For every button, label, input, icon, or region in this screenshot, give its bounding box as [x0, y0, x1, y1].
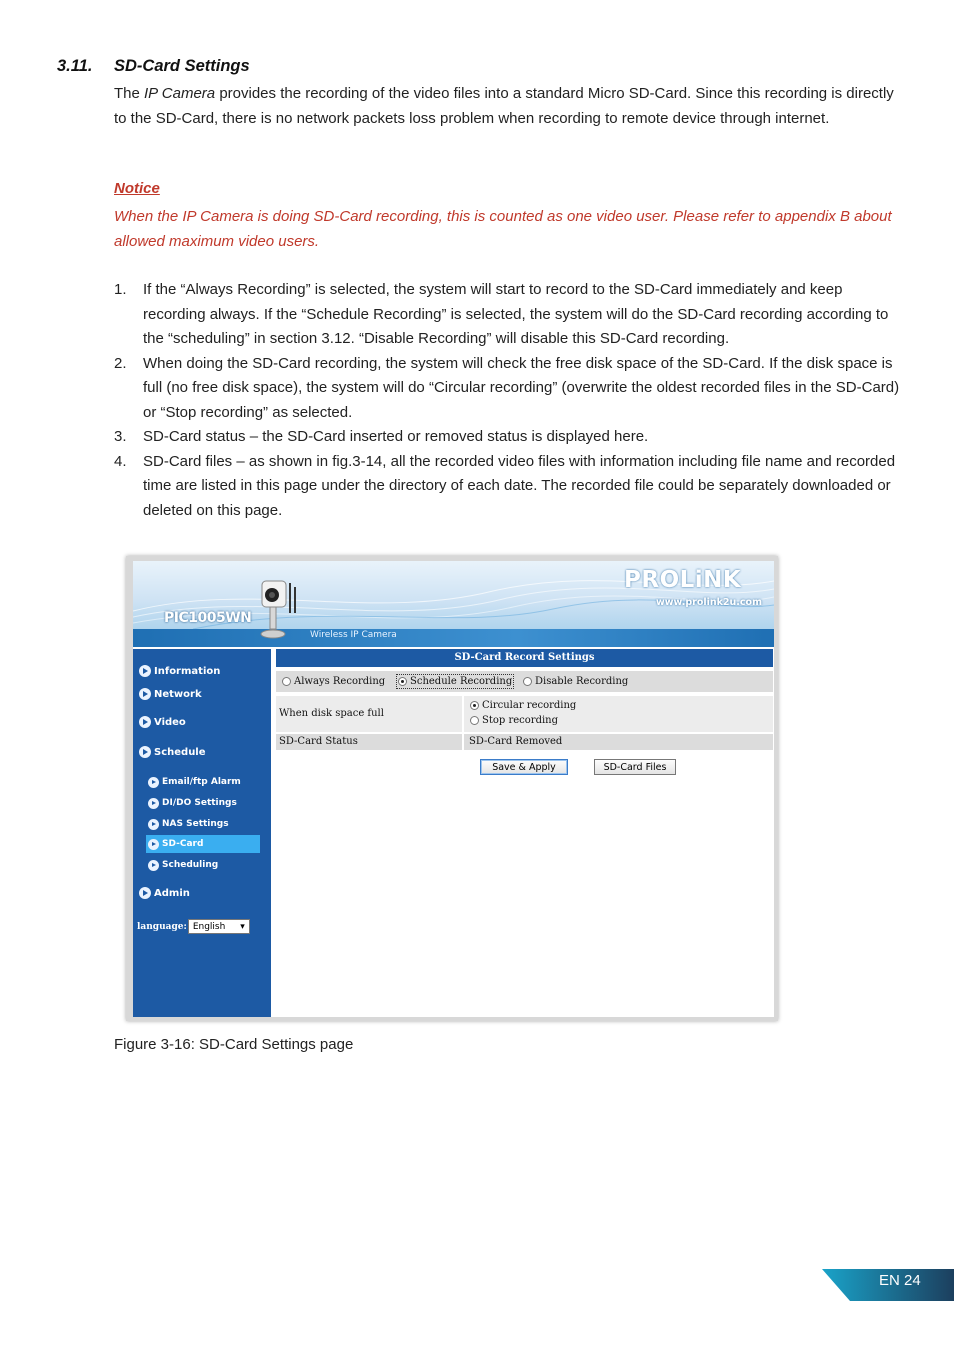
banner-tagline: Wireless IP Camera [310, 630, 397, 640]
sidebar-item-scheduling[interactable] [148, 856, 258, 874]
sidebar-item-label: Email/ftp Alarm [162, 777, 241, 787]
camera-banner [133, 561, 774, 647]
sidebar-item-label: Schedule [154, 746, 206, 758]
arrow-icon [148, 860, 159, 871]
language-label: language: [137, 921, 187, 932]
intro-prefix: The [114, 85, 145, 102]
radio-stop-recording[interactable] [470, 715, 558, 726]
arrow-icon [139, 665, 151, 677]
brand-url: www.prolink2u.com [656, 597, 762, 608]
page-number: EN 24 [879, 1272, 921, 1289]
sd-status-value: SD-Card Removed [469, 736, 563, 747]
arrow-icon [148, 777, 159, 788]
radio-icon [470, 716, 479, 725]
sidebar-item-video[interactable] [139, 716, 186, 728]
disk-full-label-cell [276, 696, 462, 732]
arrow-icon [139, 688, 151, 700]
arrow-icon [148, 798, 159, 809]
list-item-number: 4. [114, 452, 127, 470]
radio-label: Always Recording [294, 676, 386, 687]
sidebar-item-label: NAS Settings [162, 819, 229, 829]
disk-full-row [276, 696, 773, 732]
sd-card-files-button[interactable]: SD-Card Files [594, 759, 676, 775]
list-item-text: SD-Card status – the SD-Card inserted or removed status is displayed here. [143, 428, 649, 445]
sidebar-item-network[interactable] [139, 688, 202, 700]
radio-icon [523, 677, 532, 686]
arrow-icon [139, 716, 151, 728]
banner-bottom-bar [133, 629, 774, 647]
list-item [114, 352, 904, 426]
intro-italic: IP Camera [144, 85, 216, 102]
settings-panel [276, 649, 773, 1017]
radio-label: Circular recording [482, 700, 577, 711]
language-select[interactable] [188, 919, 250, 934]
disk-full-options-cell [464, 696, 773, 732]
sidebar-item-label: Information [154, 665, 221, 677]
list-item-text: When doing the SD-Card recording, the system will check the free disk space of the SD-Card. If the disk space is full (no free disk space), the system will do “Circular recording” (overwrite the oldest recorded files in the SD-Card) or “Stop recording” as selected. [143, 354, 900, 421]
chevron-down-icon: ▾ [240, 921, 245, 932]
recording-mode-row [276, 671, 773, 692]
sidebar-item-admin[interactable] [139, 887, 190, 899]
section-heading [57, 57, 250, 76]
intro-rest: provides the recording of the video files into a standard Micro SD-Card. Since this recording is directly to the SD-Card, there is no network packets loss problem when recording to remote device through internet. [114, 85, 894, 127]
radio-selected-icon [398, 677, 407, 686]
sd-status-label: SD-Card Status [279, 736, 358, 747]
language-select-value: English [192, 921, 226, 932]
model-name: PIC1005WN [164, 610, 252, 626]
sidebar-item-schedule[interactable] [139, 746, 206, 758]
sidebar-item-label: Admin [154, 887, 190, 899]
sidebar-item-label: Scheduling [162, 860, 219, 870]
radio-circular-recording[interactable] [470, 700, 576, 711]
panel-title: SD-Card Record Settings [276, 649, 773, 667]
list-item [114, 278, 904, 352]
section-number: 3.11. [57, 57, 93, 75]
sidebar-item-dido-settings[interactable] [148, 794, 258, 812]
save-apply-button[interactable]: Save & Apply [480, 759, 568, 775]
list-item [114, 425, 904, 450]
list-item-text: If the “Always Recording” is selected, the system will start to record to the SD-Card immediately and keep recording always. If the “Schedule Recording” is selected, the system will do the SD-Card recording according to the “scheduling” in section 3.12. “Disable Recording” will disable this SD-Card recording. [143, 281, 889, 347]
radio-icon [282, 677, 291, 686]
list-item-number: 2. [114, 354, 127, 372]
language-row [137, 919, 250, 934]
brand-logo: PROLiNK [624, 567, 742, 593]
section-title: SD-Card Settings [114, 57, 250, 75]
sidebar-item-label: DI/DO Settings [162, 798, 237, 808]
sidebar-item-email-ftp-alarm[interactable] [148, 773, 258, 791]
arrow-icon [148, 839, 159, 850]
sd-status-label-cell [276, 734, 462, 750]
intro-paragraph [114, 82, 904, 131]
arrow-icon [139, 887, 151, 899]
disk-full-label: When disk space full [279, 708, 384, 719]
arrow-icon [148, 819, 159, 830]
list-item-text: SD-Card files – as shown in fig.3-14, all the recorded video files with information including file name and recorded time are listed in this page under the directory of each date. The recorded file could be separately downloaded or deleted on this page. [143, 452, 896, 519]
figure-caption: Figure 3-16: SD-Card Settings page [114, 1036, 354, 1053]
radio-label: Stop recording [482, 715, 559, 726]
notice-text: When the IP Camera is doing SD-Card recording, this is counted as one video user. Please refer to appendix B about allowed maximum video users. [114, 208, 892, 250]
sidebar-item-sd-card[interactable] [146, 835, 260, 853]
radio-selected-icon [470, 701, 479, 710]
sd-status-row [276, 734, 773, 750]
arrow-icon [139, 746, 151, 758]
radio-label: Disable Recording [535, 676, 629, 687]
sidebar-item-label: Network [154, 688, 202, 700]
radio-disable-recording[interactable] [523, 676, 628, 687]
notice-title: Notice [114, 180, 160, 197]
sidebar [133, 649, 271, 1017]
camera-icon [257, 579, 299, 641]
steps-list [114, 278, 904, 523]
list-item-number: 1. [114, 281, 127, 298]
radio-label: Schedule Recording [410, 676, 513, 687]
sidebar-item-label: SD-Card [162, 839, 204, 849]
sidebar-item-nas-settings[interactable] [148, 815, 258, 833]
sd-status-value-cell [464, 734, 773, 750]
sidebar-item-label: Video [154, 716, 186, 728]
list-item-number: 3. [114, 428, 127, 445]
radio-always-recording[interactable] [282, 676, 385, 687]
list-item [114, 450, 904, 524]
sidebar-item-information[interactable] [139, 665, 220, 677]
screenshot-figure [133, 561, 774, 1017]
radio-schedule-recording[interactable] [398, 676, 512, 687]
